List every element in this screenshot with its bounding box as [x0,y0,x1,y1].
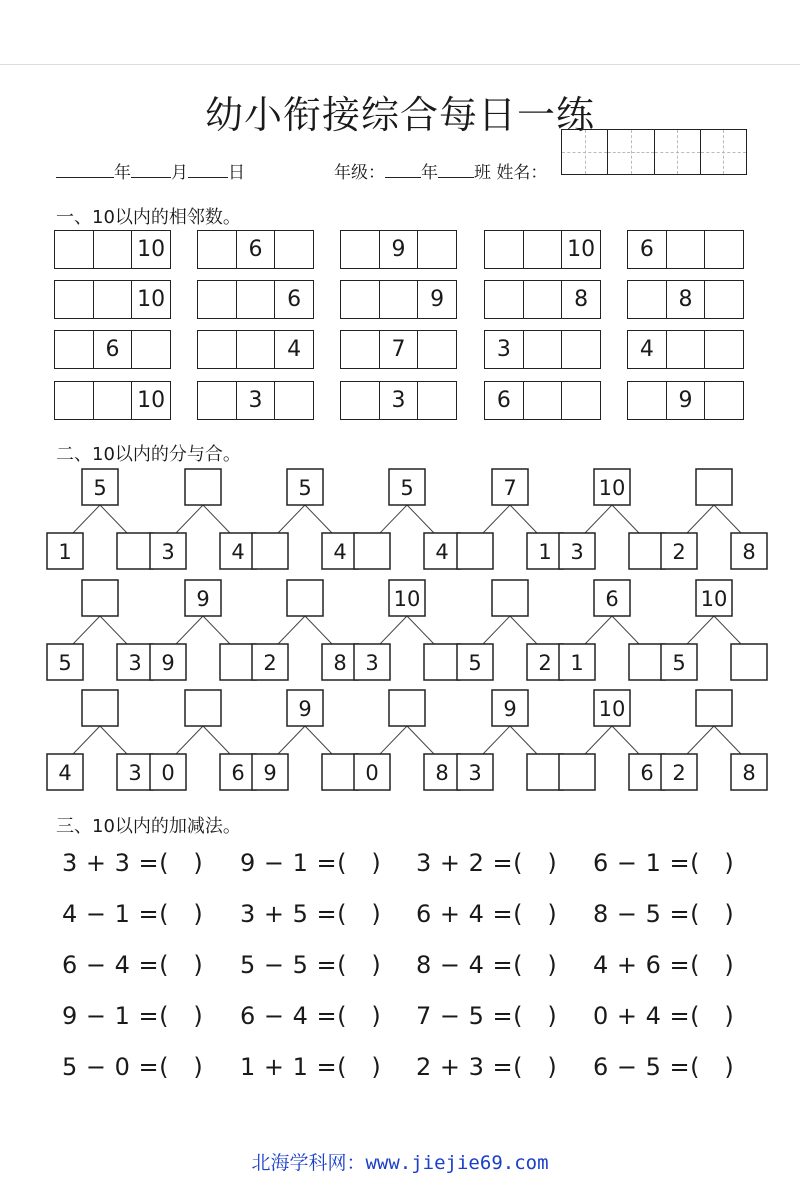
bond-branch-line [100,505,127,533]
bond-number: 9 [161,651,175,675]
bond-branch-line [100,616,127,644]
bond-number: 8 [435,761,449,785]
given-number-cell: 9 [380,231,419,268]
bond-number: 5 [400,476,414,500]
bond-left-box [150,533,186,569]
bond-left-box [354,754,390,790]
footer-url[interactable]: www.jiejie69.com [365,1152,549,1174]
given-number-cell: 4 [287,337,302,362]
bond-right-box [424,754,460,790]
bond-number: 1 [570,651,584,675]
bond-right-box [220,533,256,569]
given-number-cell: 6 [94,331,133,368]
equation[interactable]: 8 − 4 =( ) [416,951,558,979]
bond-branch-line [176,616,203,644]
bond-branch-line [278,505,305,533]
bond-branch-line [687,505,714,533]
equation[interactable]: 8 − 5 =( ) [593,900,735,928]
bond-left-box [457,644,493,680]
bond-branch-line [73,616,100,644]
bond-number: 9 [503,697,517,721]
bond-number: 0 [161,761,175,785]
bond-number: 6 [231,761,245,785]
bond-number: 6 [605,587,619,611]
bond-number: 8 [333,651,347,675]
given-number-cell: 9 [667,382,706,419]
bond-branch-line [585,726,612,754]
given-number-cell: 9 [430,287,445,312]
bond-branch-line [407,616,434,644]
bond-branch-line [714,505,741,533]
given-number-cell: 10 [137,287,166,312]
bond-number: 2 [672,761,686,785]
bond-branch-line [305,616,332,644]
equation[interactable]: 0 + 4 =( ) [593,1002,735,1030]
equation[interactable]: 9 − 1 =( ) [62,1002,204,1030]
given-number-cell: 10 [567,237,596,262]
year-label: 年 [114,163,131,183]
bond-number: 5 [93,476,107,500]
name-label: 姓名： [496,163,548,183]
bond-branch-line [73,505,100,533]
bond-branch-line [380,505,407,533]
section3-title: 三、10以内的加减法。 [56,816,241,837]
bond-right-box [629,754,665,790]
bond-branch-line [612,726,639,754]
bond-top-box [492,690,528,726]
page-title: 幼小衔接综合每日一练 [204,93,595,137]
bond-right-box [424,533,460,569]
bond-number: 4 [231,540,245,564]
equation[interactable]: 4 + 6 =( ) [593,951,735,979]
grade-label: 年级： [334,163,385,183]
bond-branch-line [714,616,741,644]
month-label: 月 [171,163,188,183]
bond-left-box [252,754,288,790]
equation[interactable]: 6 − 4 =( ) [62,951,204,979]
bond-left-box[interactable] [252,533,288,569]
bond-left-box[interactable] [354,533,390,569]
bond-top-box[interactable] [185,690,221,726]
bond-number: 0 [365,761,379,785]
bond-number: 3 [128,651,142,675]
given-number-cell: 6 [287,287,302,312]
equation[interactable]: 3 + 2 =( ) [416,849,558,877]
bond-number: 3 [128,761,142,785]
given-number-cell: 3 [237,382,276,419]
bond-right-box [527,644,563,680]
bond-number: 5 [468,651,482,675]
equation[interactable]: 2 + 3 =( ) [416,1053,558,1081]
bond-right-box[interactable] [424,644,460,680]
bond-number: 3 [161,540,175,564]
bond-branch-line [687,616,714,644]
bond-number: 2 [263,651,277,675]
equation[interactable]: 9 − 1 =( ) [240,849,382,877]
equation[interactable]: 5 − 0 =( ) [62,1053,204,1081]
bond-left-box [47,533,83,569]
bond-top-box [594,469,630,505]
bond-top-box[interactable] [696,690,732,726]
bond-left-box [47,754,83,790]
given-number-cell: 6 [485,382,524,419]
bond-left-box [661,754,697,790]
bond-branch-line [203,616,230,644]
equation[interactable]: 5 − 5 =( ) [240,951,382,979]
bond-top-box [82,469,118,505]
bond-branch-line [380,616,407,644]
bond-branch-line [278,616,305,644]
bond-number: 1 [58,540,72,564]
bond-top-box [696,580,732,616]
bond-right-box [731,533,767,569]
equation[interactable]: 1 + 1 =( ) [240,1053,382,1081]
bond-left-box[interactable] [559,754,595,790]
bond-right-box[interactable] [629,644,665,680]
bond-left-box [661,533,697,569]
bond-left-box [150,754,186,790]
bond-top-box [287,469,323,505]
equation[interactable]: 4 − 1 =( ) [62,900,204,928]
bond-right-box [322,533,358,569]
given-number-cell: 3 [485,331,524,368]
bond-right-box[interactable] [220,644,256,680]
bond-number: 9 [196,587,210,611]
bond-branch-line [510,505,537,533]
bond-right-box [527,533,563,569]
bond-number: 9 [298,697,312,721]
bond-branch-line [203,726,230,754]
bond-branch-line [100,726,127,754]
given-number-cell: 3 [380,382,419,419]
bond-number: 10 [598,697,626,721]
bond-branch-line [612,505,639,533]
bond-right-box [322,644,358,680]
bond-right-box [117,644,153,680]
bond-branch-line [687,726,714,754]
bond-right-box [220,754,256,790]
given-number-cell: 7 [380,331,419,368]
bond-top-box[interactable] [287,580,323,616]
equation[interactable]: 6 − 5 =( ) [593,1053,735,1081]
bond-branch-line [612,616,639,644]
bond-left-box [559,533,595,569]
bond-top-box [287,690,323,726]
bond-top-box[interactable] [82,580,118,616]
bond-right-box[interactable] [117,533,153,569]
bond-left-box [661,644,697,680]
day-label: 日 [228,163,245,183]
bond-number: 1 [538,540,552,564]
bond-branch-line [483,505,510,533]
bond-number: 9 [263,761,277,785]
bond-branch-line [510,616,537,644]
bond-top-box[interactable] [492,580,528,616]
bond-branch-line [73,726,100,754]
bond-branch-line [278,726,305,754]
footer [0,1148,800,1175]
bond-number: 10 [700,587,728,611]
bond-number: 10 [393,587,421,611]
bond-top-box [389,580,425,616]
section2-title: 二、10以内的分与合。 [56,444,241,465]
bond-number: 10 [598,476,626,500]
bond-top-box[interactable] [185,469,221,505]
bond-branch-line [380,726,407,754]
bond-left-box [457,754,493,790]
bond-number: 5 [672,651,686,675]
equation[interactable]: 3 + 3 =( ) [62,849,204,877]
bond-branch-line [585,616,612,644]
equation[interactable]: 3 + 5 =( ) [240,900,382,928]
bond-left-box [252,644,288,680]
bond-left-box [559,644,595,680]
bond-branch-line [407,505,434,533]
footer-label: 北海学科网： [251,1152,366,1174]
given-number-cell: 6 [628,231,667,268]
bond-top-box [594,580,630,616]
bond-number: 3 [570,540,584,564]
bond-number: 7 [503,476,517,500]
bond-number: 4 [333,540,347,564]
bond-right-box[interactable] [731,644,767,680]
bond-number: 5 [58,651,72,675]
class-label: 班 [474,163,491,183]
bond-branch-line [483,616,510,644]
bond-right-box[interactable] [527,754,563,790]
bond-branch-line [585,505,612,533]
bond-number: 2 [672,540,686,564]
bond-left-box [47,644,83,680]
bond-left-box[interactable] [457,533,493,569]
bond-top-box[interactable] [82,690,118,726]
equation[interactable]: 7 − 5 =( ) [416,1002,558,1030]
bond-number: 4 [58,761,72,785]
given-number-cell: 10 [137,237,166,262]
bond-number: 8 [742,540,756,564]
bond-branch-line [305,505,332,533]
bond-number: 6 [640,761,654,785]
bond-branch-line [510,726,537,754]
bond-left-box [354,644,390,680]
bond-right-box[interactable] [322,754,358,790]
equation[interactable]: 6 − 4 =( ) [240,1002,382,1030]
given-number-cell: 8 [574,287,589,312]
bond-branch-line [483,726,510,754]
equation[interactable]: 6 + 4 =( ) [416,900,558,928]
given-number-cell: 10 [137,388,166,413]
bond-top-box [185,580,221,616]
bond-top-box[interactable] [696,469,732,505]
bond-number: 2 [538,651,552,675]
given-number-cell: 4 [628,331,667,368]
bond-branch-line [176,726,203,754]
section1-title: 一、10以内的相邻数。 [56,207,241,228]
bond-branch-line [176,505,203,533]
bond-top-box[interactable] [389,690,425,726]
bond-number: 3 [365,651,379,675]
given-number-cell: 6 [237,231,276,268]
bond-number: 8 [742,761,756,785]
bond-right-box [731,754,767,790]
bond-branch-line [305,726,332,754]
bond-branch-line [203,505,230,533]
grade-year-label: 年 [421,163,438,183]
bond-top-box [594,690,630,726]
bond-number: 3 [468,761,482,785]
bond-number: 4 [435,540,449,564]
bond-top-box [389,469,425,505]
equation[interactable]: 6 − 1 =( ) [593,849,735,877]
bond-left-box [150,644,186,680]
bond-top-box [492,469,528,505]
bond-right-box[interactable] [629,533,665,569]
bond-branch-line [407,726,434,754]
given-number-cell: 8 [667,281,706,318]
bond-number: 5 [298,476,312,500]
bond-branch-line [714,726,741,754]
bond-right-box [117,754,153,790]
